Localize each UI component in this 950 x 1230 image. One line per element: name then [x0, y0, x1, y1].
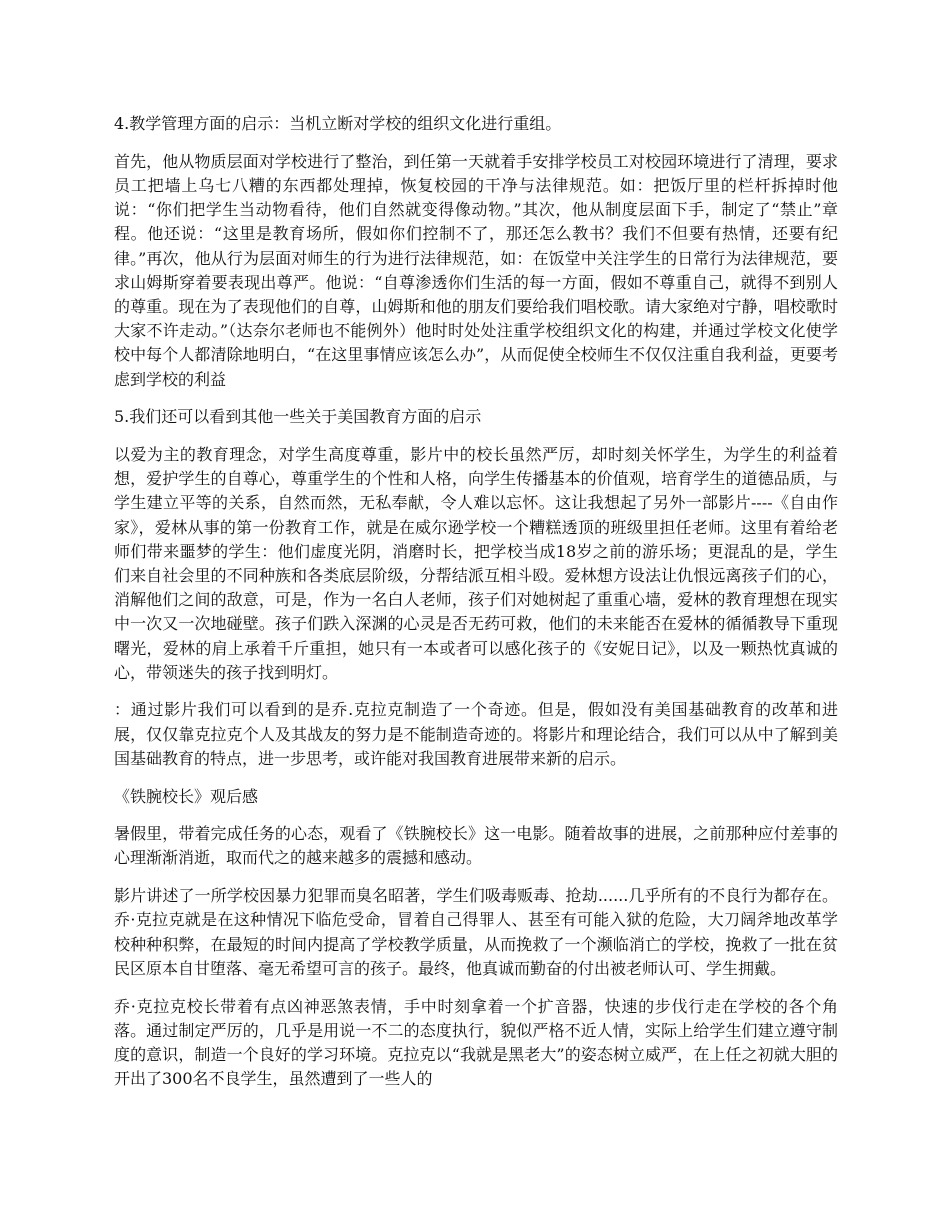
- paragraph-school-culture-reform: 首先，他从物质层面对学校进行了整治，到任第一天就着手安排学校员工对校园环境进行了清理，要求员工把墙上乌七八糟的东西都处理掉，恢复校园的干净与法律规范。如：把饭厅里的栏杆拆掉时他说：“你们把学生当动物看待，他们自然就变得像动物。”其次，他从制度层面下手，制定了“禁止”章程。他还说：“这里是教育场所，假如你们控制不了，那还怎么教书？我们不但要有热情，还要有纪律。”再次，他从行为层面对师生的行为进行法律规范，如：在饭堂中关注学生的日常行为法律规范，要求山姆斯穿着要表现出尊严。他说：“自尊渗透你们生活的每一方面，假如不尊重自己，就得不到别人的尊重。现在为了表现他们的自尊，山姆斯和他的朋友们要给我们唱校歌。请大家绝对宁静，唱校歌时大家不许走动。”（达奈尔老师也不能例外）他时时处处注重学校组织文化的构建，并通过学校文化使学校中每个人都清除地明白，“在这里事情应该怎么办”，从而促使全校师生不仅仅注重自我利益，更要考虑到学校的利益: [114, 151, 838, 389]
- paragraph-principal-description: 乔·克拉克校长带着有点凶神恶煞表情，手中时刻拿着一个扩音器，快速的步伐行走在学校的各个角落。通过制定严厉的，几乎是用说一不二的态度执行，貌似严格不近人情，实际上给学生们建立遵守制度的意识，制造一个良好的学习环境。克拉克以“我就是黑老大”的姿态树立威严，在上任之初就大胆的开出了300名不良学生，虽然遭到了一些人的: [114, 996, 838, 1089]
- document-page: [114, 112, 838, 1091]
- paragraph-intro: 暑假里，带着完成任务的心态，观看了《铁腕校长》这一电影。随着故事的进展，之前那种应付差事的心理渐渐消逝，取而代之的越来越多的震撼和感动。: [114, 824, 838, 868]
- heading-us-education-insights: 5.我们还可以看到其他一些关于美国教育方面的启示: [114, 407, 482, 427]
- paragraph-love-based-education: 以爱为主的教育理念，对学生高度尊重，影片中的校长虽然严厉，却时刻关怀学生，为学生的利益着想，爱护学生的自尊心，尊重学生的个性和人格，向学生传播基本的价值观，培育学生的道德品质，与学生建立平等的关系，自然而然，无私奉献，令人难以忘怀。这让我想起了另外一部影片----《自由作家》，爱林从事的第一份教育工作，就是在威尔逊学校一个糟糕透顶的班级里担任老师。这里有着给老师们带来噩梦的学生：他们虚度光阴，消磨时长，把学校当成18岁之前的游乐场；更混乱的是，学生们来自社会里的不同种族和各类底层阶级，分帮结派互相斗殴。爱林想方设法让仇恨远离孩子们的心，消解他们之间的敌意，可是，作为一名白人老师，孩子们对她树起了重重心墙，爱林的教育理想在现实中一次又一次地碰壁。孩子们跌入深渊的心灵是否无药可救，他们的未来能否在爱林的循循教导下重现曙光，爱林的肩上承着千斤重担，她只有一本或者可以感化孩子的《安妮日记》，以及一颗热忱真诚的心，带领迷失的孩子找到明灯。: [114, 444, 838, 682]
- paragraph-film-summary: 影片讲述了一所学校因暴力犯罪而臭名昭著，学生们吸毒贩毒、抢劫......几乎所有的不良行为都存在。乔·克拉克就是在这种情况下临危受命，冒着自己得罪人、甚至有可能入狱的危险，大刀阔斧地改革学校种种积弊，在最短的时间内提高了学校教学质量，从而挽救了一个濒临消亡的学校，挽救了一批在贫民区原本自甘堕落、毫无希望可言的孩子。最终，他真诚而勤奋的付出被老师认可、学生拥戴。: [114, 886, 838, 978]
- heading-teaching-management: 4.教学管理方面的启示：当机立断对学校的组织文化进行重组。: [114, 114, 562, 133]
- paragraph-conclusion: ：通过影片我们可以看到的是乔.克拉克制造了一个奇迹。但是，假如没有美国基础教育的改革和进展，仅仅靠克拉克个人及其战友的努力是不能制造奇迹的。将影片和理论结合，我们可以从中了解到美国基础教育的特点，进一步思考，或许能对我国教育进展带来新的启示。: [114, 700, 838, 768]
- essay-title: 《铁腕校长》观后感: [114, 786, 259, 806]
